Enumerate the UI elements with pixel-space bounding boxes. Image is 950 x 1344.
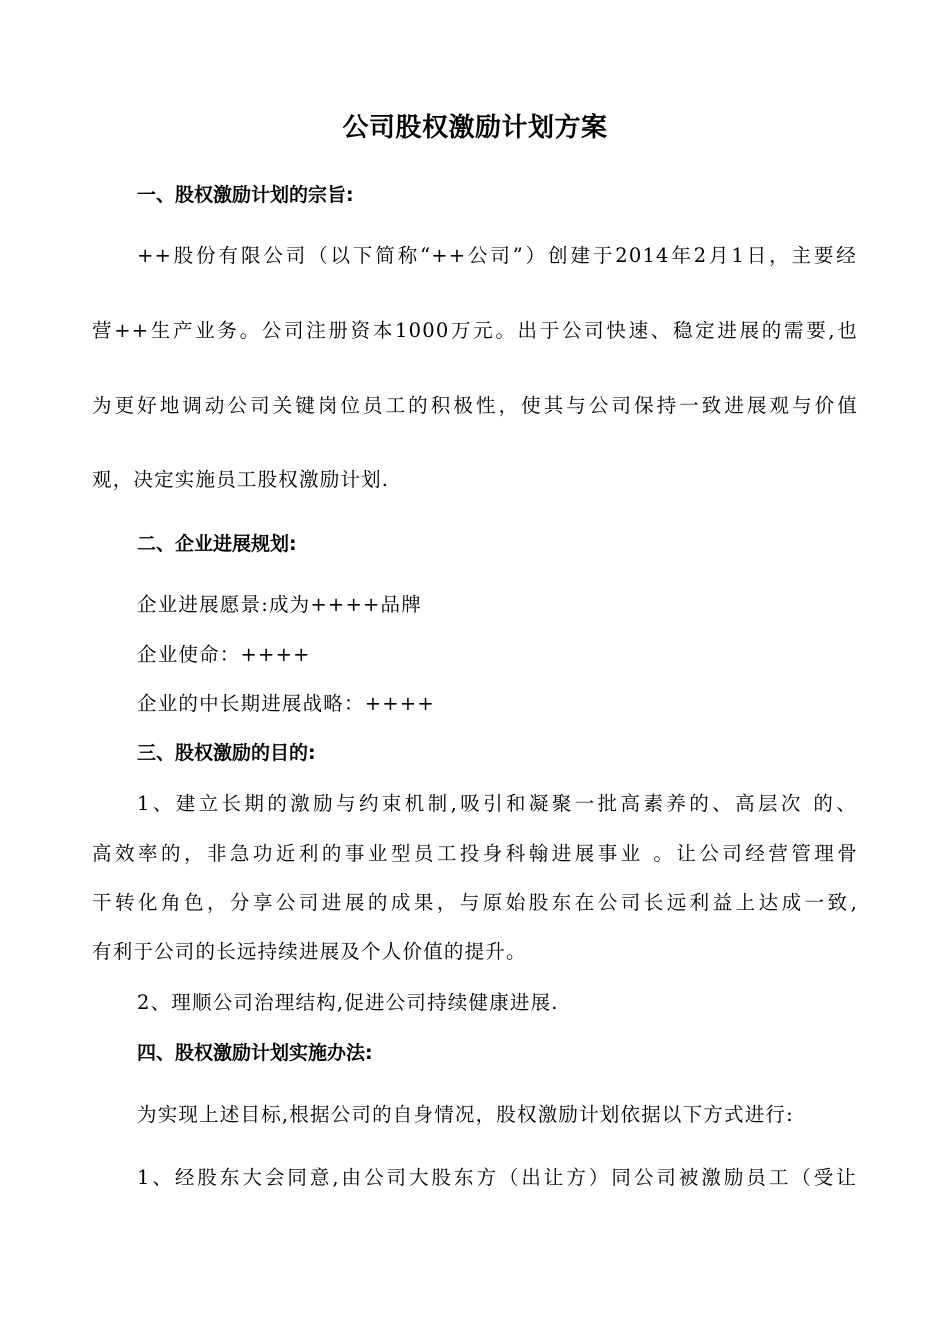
section-3-line-1: 1、建立长期的激励与约束机制,吸引和凝聚一批高素养的、高层次 的、 bbox=[137, 792, 857, 815]
section-1-line-3: 为更好地调动公司关键岗位员工的积极性，使其与公司保持一致进展观与价值 bbox=[92, 394, 858, 417]
section-2-line-1: 企业进展愿景:成为++++品牌 bbox=[137, 593, 422, 616]
section-1-line-2: 营++生产业务。公司注册资本1000万元。出于公司快速、稳定进展的需要,也 bbox=[92, 319, 858, 342]
document-title: 公司股权激励计划方案 bbox=[342, 113, 608, 143]
section-3-line-4: 有利于公司的长远持续进展及个人价值的提升。 bbox=[92, 940, 527, 963]
section-4-line-2: 1、经股东大会同意,由公司大股东方（出让方）同公司被激励员工（受让 bbox=[137, 1166, 857, 1189]
section-2-heading: 二、企业进展规划: bbox=[137, 533, 297, 555]
section-1-line-4: 观，决定实施员工股权激励计划. bbox=[92, 468, 390, 491]
section-2-line-2: 企业使命：++++ bbox=[137, 643, 311, 666]
section-3-heading: 三、股权激励的目的: bbox=[137, 742, 316, 764]
section-4-heading: 四、股权激励计划实施办法: bbox=[137, 1042, 373, 1064]
section-3-line-2: 高效率的，非急功近利的事业型员工投身科翰进展事业 。让公司经营管理骨 bbox=[92, 842, 858, 865]
section-2-line-3: 企业的中长期进展战略：++++ bbox=[137, 692, 435, 715]
section-3-line-3: 干转化角色，分享公司进展的成果，与原始股东在公司长远利益上达成一致, bbox=[92, 891, 858, 914]
section-1-line-1: ++股份有限公司（以下简称“++公司”）创建于2014年2月1日，主要经 bbox=[137, 244, 857, 267]
section-4-line-1: 为实现上述目标,根据公司的自身情况，股权激励计划依据以下方式进行: bbox=[137, 1103, 794, 1126]
section-1-heading: 一、股权激励计划的宗旨: bbox=[137, 184, 354, 206]
section-3-line-5: 2、理顺公司治理结构,促进公司持续健康进展. bbox=[137, 991, 559, 1014]
